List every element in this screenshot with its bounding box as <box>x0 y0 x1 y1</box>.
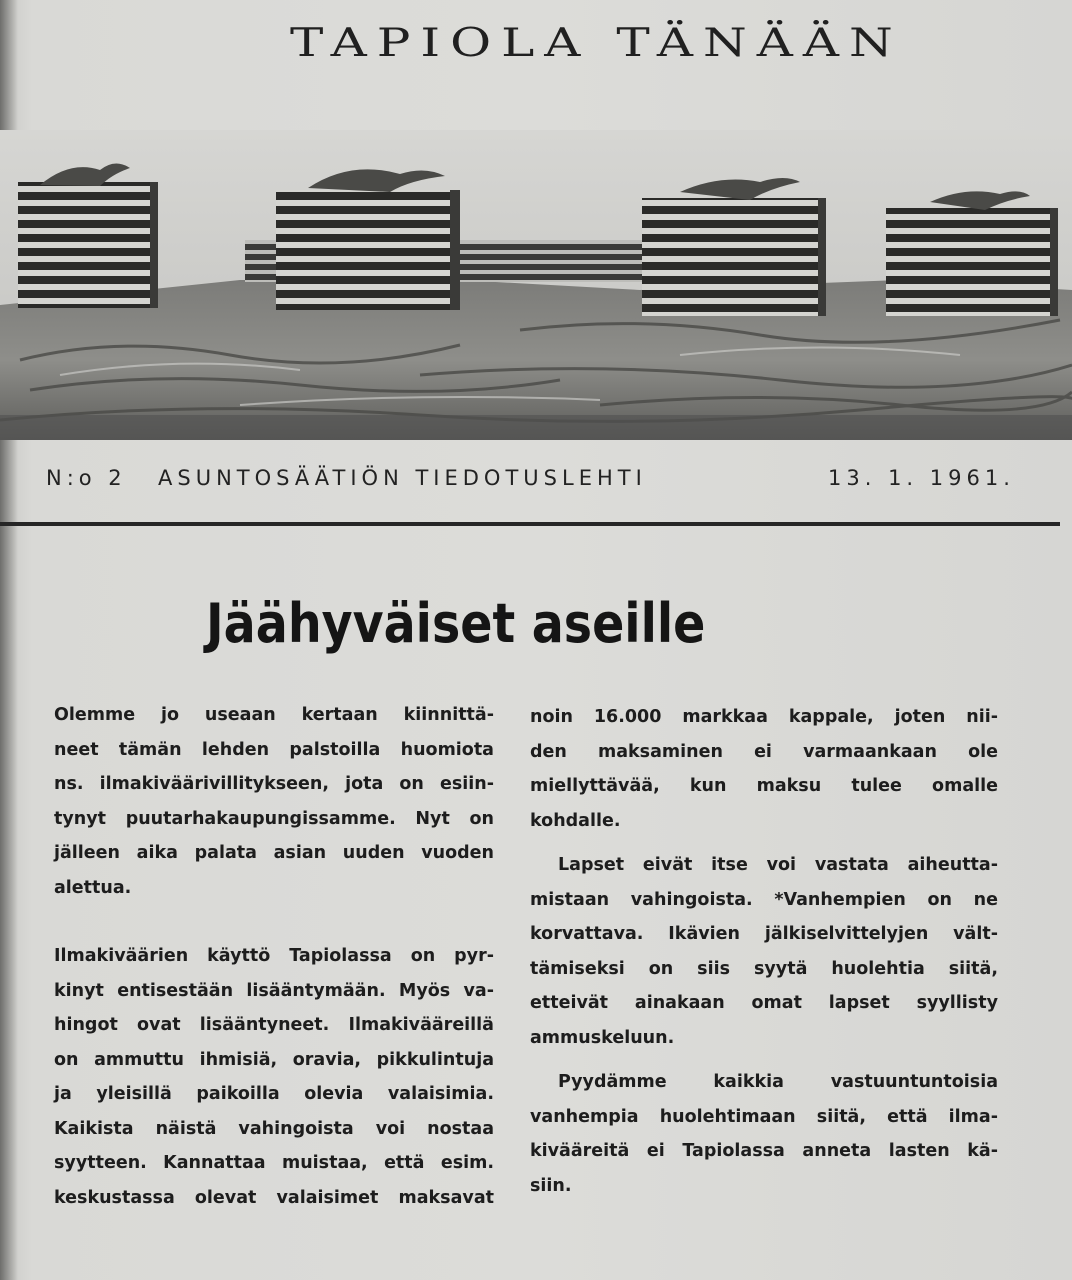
text-line: ammuskeluun. <box>530 1027 675 1048</box>
text-line: Ilmakiväärien käyttö Tapiolassa on pyr- <box>54 946 494 966</box>
text-line: siin. <box>530 1175 572 1196</box>
left-paragraph-2 <box>54 939 494 1215</box>
article-column-left <box>54 698 494 1215</box>
text-line: ja yleisillä paikoilla olevia valaisimia. <box>54 1084 494 1104</box>
text-line: tynyt puutarhakaupungissamme. Nyt on <box>54 808 494 829</box>
text-line: den maksaminen ei varmaankaan ole <box>530 741 998 762</box>
text-line: hingot ovat lisääntyneet. Ilmakivääreillä <box>54 1015 494 1035</box>
text-line: etteivät ainakaan omat lapset syyllisty <box>530 993 998 1013</box>
right-paragraph-1 <box>530 700 998 838</box>
text-line: kinyt entisestään lisääntymään. Myös va- <box>54 980 494 1001</box>
text-line: syytteen. Kannattaa muistaa, että esim. <box>54 1153 494 1173</box>
text-line: vanhempia huolehtimaan siitä, että ilma- <box>530 1106 998 1127</box>
text-line: keskustassa olevat valaisimet maksavat <box>54 1187 494 1208</box>
article-column-right <box>530 700 998 1203</box>
text-line: korvattava. Ikävien jälkiselvittelyjen vält- <box>530 924 998 944</box>
header-rule <box>0 522 1060 526</box>
right-paragraph-2 <box>530 848 998 1055</box>
text-line: jälleen aika palata asian uuden vuoden <box>54 843 494 863</box>
text-line: Pyydämme kaikkia vastuuntuntoisia <box>558 1072 998 1092</box>
text-line: ns. ilmakiväärivillitykseen, jota on esiin- <box>54 774 494 794</box>
text-line: kohdalle. <box>530 810 621 831</box>
architecture-model-photo <box>0 130 1072 440</box>
text-line: Lapset eivät itse voi vastata aiheutta- <box>558 855 998 875</box>
text-line: Kaikista näistä vahingoista voi nostaa <box>54 1118 494 1139</box>
text-line: alettua. <box>54 877 132 898</box>
text-line: neet tämän lehden palstoilla huomiota <box>54 739 494 760</box>
text-line: mistaan vahingoista. *Vanhempien on ne <box>530 889 998 910</box>
issue-bar <box>46 466 1046 506</box>
text-line: noin 16.000 markkaa kappale, joten nii- <box>530 707 998 727</box>
masthead-title: TAPIOLA TÄNÄÄN <box>290 20 903 66</box>
publication-name: ASUNTOSÄÄTIÖN TIEDOTUSLEHTI <box>158 466 647 490</box>
right-paragraph-3 <box>530 1065 998 1203</box>
text-line: tämiseksi on siis syytä huolehtia siitä, <box>530 958 998 979</box>
text-line: on ammuttu ihmisiä, oravia, pikkulintuja <box>54 1049 494 1070</box>
issue-date: 13. 1. 1961. <box>828 466 1015 490</box>
left-paragraph-1 <box>54 698 494 905</box>
text-line: kivääreitä ei Tapiolassa anneta lasten kä- <box>530 1141 998 1161</box>
text-line: Olemme jo useaan kertaan kiinnittä- <box>54 705 494 725</box>
issue-number: N:o 2 <box>46 466 127 490</box>
article-headline: Jäähyväiset aseille <box>206 592 706 655</box>
text-line: miellyttävää, kun maksu tulee omalle <box>530 776 998 796</box>
